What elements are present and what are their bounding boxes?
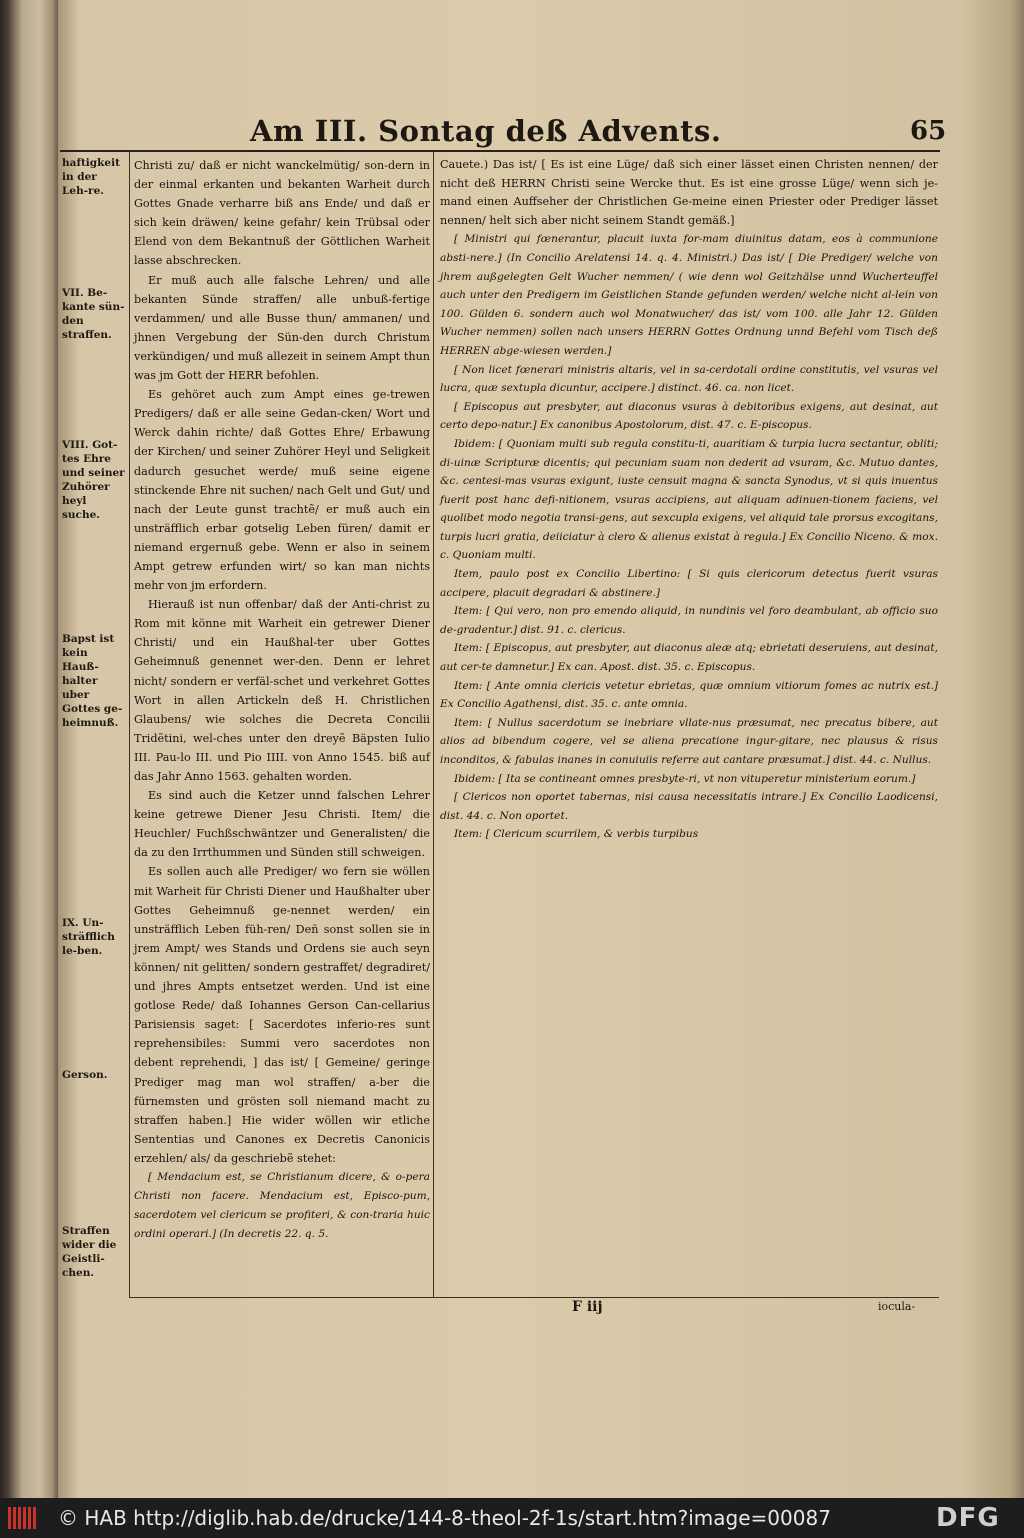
latin-paragraph: Item: [ Ante omnia clericis vetetur ebrietas, quæ omnium vitiorum fomes ac nutrix est.] Ex Concilio Agathensi, dist. 35. c. ante omnia.: [440, 679, 938, 711]
margin-note: VIII. Got-tes Ehre und seiner Zuhörer heyl suche.: [62, 439, 125, 521]
dfg-logo: DFG: [936, 1503, 1000, 1533]
paragraph: Es gehöret auch zum Ampt eines ge-trewen Predigers/ daß er alle seine Gedan-cken/ Wort und Werck dahin richte/ daß Gottes Ehre/ Erbawung der Kirchen/ und seiner Zuhörer Heyl und Seligkeit dadurch gesuchet werde/ muß seine eigene stinckende Ehre nit suchen/ nach Gelt und Gut/ und nach der Leute gunst trachtẽ/ er muß auch ein unsträfflich erbar gotselig Leben füren/ damit er niemand ergernuß gebe. Wenn er also in seinem Ampt getrew erfunden wirt/ so kan man nichts mehr von jm erfordern.: [134, 388, 430, 593]
margin-note: haftigkeit in der Leh-re.: [62, 157, 120, 197]
latin-paragraph: Item: [ Episcopus, aut presbyter, aut diaconus aleæ atq; ebrietati deseruiens, aut desinat, aut cer-te damnetur.] Ex can. Apost. dist. 35. c. Episcopus.: [440, 642, 938, 674]
source-bar: [0, 1498, 1024, 1538]
signature-mark: F iij: [572, 1299, 603, 1315]
column-rule: [433, 152, 434, 1297]
margin-rule: [129, 152, 130, 1297]
running-head: Am III. Sontag deß Advents.: [250, 114, 722, 148]
latin-paragraph: [ Episcopus aut presbyter, aut diaconus vsuras à debitoribus exigens, aut desinat, aut certo depo-natur.] Ex canonibus Apostolorum, dist. 47. c. E-piscopus.: [440, 400, 938, 432]
page-number: 65: [910, 116, 947, 146]
margin-note: Bapst ist kein Hauß-halter uber Gottes ge-heimnuß.: [62, 633, 123, 729]
catchword: iocula-: [878, 1300, 916, 1313]
latin-paragraph: [ Non licet fœnerari ministris altaris, vel in sa-cerdotali ordine constitutis, vel vsuras vel lucra, quæ sextupla dicuntur, accipere.] distinct. 46. ca. non licet.: [440, 363, 938, 395]
paragraph: Christi zu/ daß er nicht wanckelmütig/ son-dern in der einmal erkanten und bekanten Warheit durch Gottes Gnade verharre biß ans Ende/ und daß er sich kein dräwen/ keine gefahr/ kein Trübsal oder Elend von dem Bekantnuß der Göttlichen Warheit lasse abschrecken.: [134, 159, 430, 268]
paragraph: [ Ministri qui fœnerantur, placuit iuxta for-mam diuinitus datam, eos à communione absti-nere.] (In Concilio Arelatensi 14. q. 4. Ministri.) Das ist/ [ Die Prediger/ welche von jhrem außgelegten Gelt Wucher nemmen/ ( wie denn wol Geitzhälse unnd Wucherteuffel auch unter den Predigern im Geistlichen Stande gefunden werden/ welche nicht al-lein von 100. Gülden 6. sondern auch wol Monatwucher/ das ist/ vom 100. alle Jahr 12. Gülden Wucher nemmen) sollen nach unsers HERRN Gottes Ordnung unnd Befehl vom Tisch deß HERREN abge-wiesen werden.]: [440, 233, 938, 357]
paragraph: Hierauß ist nun offenbar/ daß der Anti-christ zu Rom mit könne mit Warheit ein getrewer Diener Christi/ und ein Haußhal-ter uber Gottes Geheimnuß genennet wer-den. Denn er lehret nicht/ sondern er verfäl-schet und verkehret Gottes Wort in allen Artickeln deß H. Christlichen Glaubens/ wie solches die Decreta Concilii Tridẽtini, wel-ches unter den dreyẽ Bäpsten Iulio III. Pau-lo III. und Pio IIII. von Anno 1545. biß auf das Jahr Anno 1563. gehalten worden.: [134, 598, 430, 783]
latin-paragraph: Ibidem: [ Quoniam multi sub regula constitu-ti, auaritiam & turpia lucra sectantur, obliti; di-uinæ Scripturæ dicentis; qui pecuniam suam non dederit ad vsuram, &c. Mutuo dantes, &c. centesi-mas vsuras exigunt, iuste censuit magna & sancta Synodus, vt si quis inuentus fuerit post hanc defi-nitionem, vsuras accipiens, aut aliquam adinuen-tionem faciens, vel quolibet modo negotia transi-gens, aut sexcupla exigens, vel aliquid tale prorsus excogitans, turpis lucri gratia, deiiciatur à clero & alienus existat à regula.] Ex Concilio Niceno. & mox. c. Quoniam multi.: [440, 437, 938, 562]
paragraph: Es sind auch die Ketzer unnd falschen Lehrer keine getrewe Diener Jesu Christi. Item/ die Heuchler/ Fuchßschwäntzer und Generalisten/ die da zu den Irrthummen und Sünden still schweigen.: [134, 789, 430, 860]
paragraph: Cauete.) Das ist/ [ Es ist eine Lüge/ daß sich einer lässet einen Christen nennen/ der nicht deß HERRN Christi seine Wercke thut. Es ist eine grosse Lüge/ wenn sich je-mand einen Auffseher der Christlichen Ge-meine einen Priester oder Prediger lässet nennen/ helt sich aber nicht seinem Standt gemäß.]: [440, 158, 938, 227]
book-binding-edge: [0, 0, 58, 1498]
margin-note: VII. Be-kante sün-den straffen.: [62, 287, 125, 341]
latin-paragraph: Item: [ Clericum scurrilem, & verbis turpibus: [454, 828, 699, 841]
latin-paragraph: [ Clericos non oportet tabernas, nisi causa necessitatis intrare.] Ex Concilio Laodicensi, dist. 44. c. Non oportet.: [440, 791, 938, 822]
latin-paragraph: [ Mendacium est, se Christianum dicere, & o-pera Christi non facere. Mendacium est, Episco-pum, sacerdotem vel clericum se profiteri, & con-traria huic ordini operari.] (In decretis 22. q. 5.: [134, 1170, 430, 1241]
latin-paragraph: Item, paulo post ex Concilio Libertino: [ Si quis clericorum detectus fuerit vsuras accipere, placuit degradari & abstinere.]: [440, 568, 938, 599]
source-credit-link[interactable]: © HAB http://diglib.hab.de/drucke/144-8-theol-2f-1s/start.htm?image=00087: [58, 1506, 831, 1530]
margin-note: Gerson.: [62, 1069, 108, 1081]
bottom-rule: [129, 1297, 939, 1298]
margin-note: Straffen wider die Geistli-chen.: [62, 1225, 117, 1279]
paragraph: Es sollen auch alle Prediger/ wo fern sie wöllen mit Warheit für Christi Diener und Haußhalter uber Gottes Geheimnuß ge-nennet werden/ ein unsträfflich Leben füh-ren/ Deñ sonst sollen sie in jrem Ampt/ wes Stands und Ordens sie auch seyn können/ nit gelitten/ sondern gestraffet/ degradiret/ und jhres Ampts entsetzet werden. Und ist eine gotlose Rede/ daß Iohannes Gerson Can-cellarius Parisiensis saget: [ Sacerdotes inferio-res sunt reprehensibiles: Summi vero sacerdotes non debent reprehendi, ] das ist/ [ Gemeine/ geringe Prediger mag man wol straffen/ a-ber die fürnemsten und grösten soll niemand macht zu straffen haben.] Hie wider wöllen wir etliche Sententias und Canones ex Decretis Canonicis erzehlen/ als/ da geschriebẽ stehet:: [134, 865, 430, 1165]
text-column-right: [440, 156, 938, 844]
latin-paragraph: Ibidem: [ Ita se contineant omnes presbyte-ri, vt non vituperetur ministerium eorum.]: [454, 772, 916, 785]
header-rule: [60, 150, 940, 152]
hab-logo-icon: [8, 1507, 44, 1529]
margin-note: IX. Un-sträfflich le-ben.: [62, 917, 115, 957]
paragraph: Er muß auch alle falsche Lehren/ und alle bekanten Sünde straffen/ alle unbuß-fertige verdammen/ und alle Busse thun/ ammanen/ und jhnen Vergebung der Sün-den durch Christum verkündigen/ und muß allezeit in seinem Ampt thun was jm Gott der HERR befohlen.: [134, 273, 430, 383]
latin-paragraph: Item: [ Nullus sacerdotum se inebriare vllate-nus præsumat, nec precatus bibere, aut alios ad bibendum cogere, vel se aliena precatione ingur-gitare, nec plausus & risus inconditos, & fabulas inanes in conuiuiis referre aut cantare præsumat.] dist. 44. c. Nullus.: [440, 716, 938, 766]
latin-paragraph: Item: [ Qui vero, non pro emendo aliquid, in nundinis vel foro deambulant, ab officio suo de-gradentur.] dist. 91. c. clericus.: [440, 605, 938, 636]
text-column-left: [134, 156, 430, 1244]
